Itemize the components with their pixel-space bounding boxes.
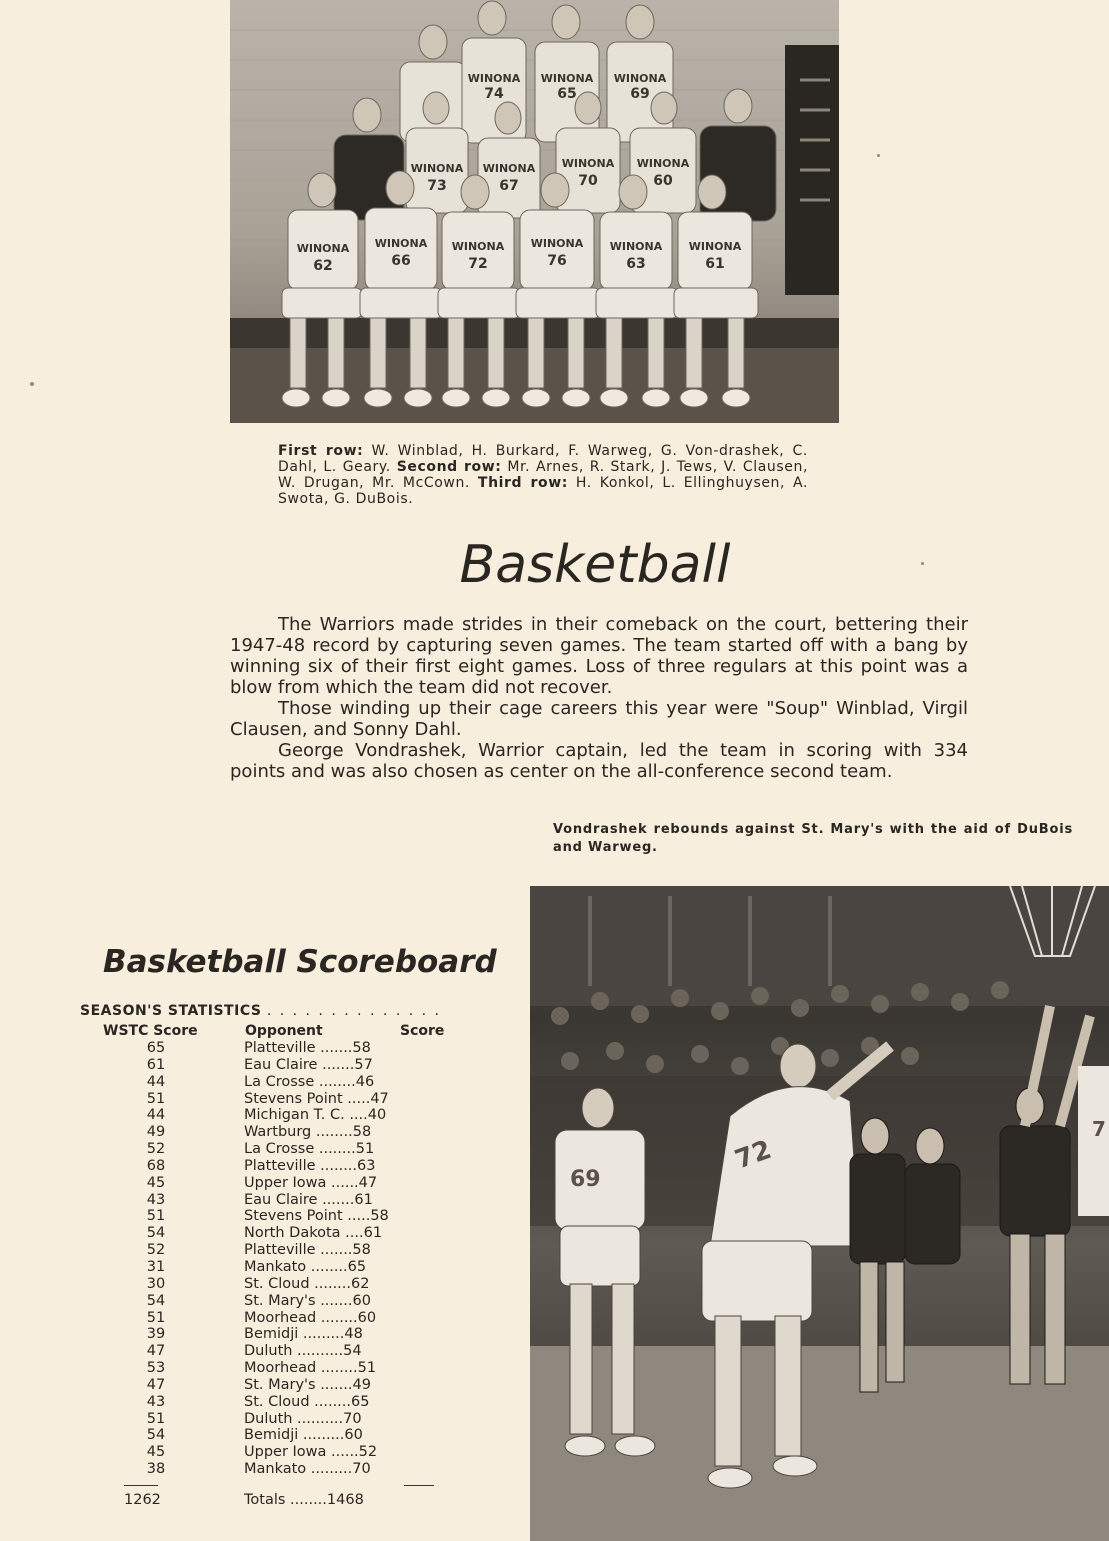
opponent-name: Platteville — [244, 1242, 316, 1259]
wstc-score: 49 — [146, 1124, 166, 1141]
table-row — [80, 1175, 460, 1192]
opponent-name: St. Mary's — [244, 1376, 316, 1393]
svg-text:WINONA: WINONA — [296, 242, 350, 255]
leader-dots: ........ — [311, 1124, 353, 1141]
leader-dots: ........ — [306, 1258, 348, 1275]
scoreboard-title: Basketball Scoreboard — [103, 944, 497, 980]
svg-text:WINONA: WINONA — [561, 157, 615, 170]
opponent-cell — [244, 1276, 444, 1293]
leader-dots: ........ — [309, 1275, 352, 1292]
wstc-score: 51 — [146, 1090, 166, 1107]
leader-dots: ........ — [316, 1360, 358, 1377]
opponent-name: Upper Iowa — [244, 1174, 327, 1191]
opponent-score: 60 — [357, 1309, 377, 1326]
totals-row — [244, 1492, 364, 1508]
opponent-cell — [244, 1360, 444, 1377]
table-row — [80, 1124, 460, 1141]
paper-speck — [877, 154, 880, 157]
leader-dots: ........ — [314, 1073, 356, 1090]
opponent-cell — [244, 1074, 444, 1091]
opponent-cell — [244, 1242, 444, 1259]
table-row — [80, 1411, 460, 1428]
opponent-score: 48 — [344, 1326, 363, 1343]
opponent-cell — [244, 1057, 444, 1074]
opponent-score: 65 — [351, 1393, 370, 1410]
opponent-name: Wartburg — [244, 1124, 312, 1141]
opponent-name: La Crosse — [244, 1141, 315, 1158]
wstc-score: 30 — [146, 1275, 166, 1292]
table-row — [80, 1141, 460, 1158]
opponent-cell — [244, 1158, 444, 1175]
table-row — [80, 1242, 460, 1259]
opponent-cell — [244, 1208, 444, 1225]
table-row — [80, 1225, 460, 1242]
season-statistics-heading — [80, 1003, 441, 1019]
team-photo-illustration — [230, 0, 839, 423]
wstc-score: 65 — [146, 1040, 166, 1056]
svg-text:62: 62 — [313, 258, 333, 274]
svg-text:66: 66 — [391, 253, 411, 269]
leader-dots: ........ — [285, 1492, 327, 1508]
table-row — [80, 1394, 460, 1411]
team-photo-caption — [278, 443, 808, 507]
svg-text:WINONA: WINONA — [688, 240, 742, 253]
opponent-score: 58 — [352, 1040, 371, 1056]
opponent-name: Mankato — [244, 1258, 307, 1275]
opponent-score: 70 — [343, 1410, 362, 1427]
opponent-name: Moorhead — [244, 1360, 317, 1377]
table-row — [80, 1091, 460, 1108]
opponent-score: 61 — [363, 1225, 383, 1242]
opponent-name: Eau Claire — [244, 1191, 318, 1208]
wstc-score: 43 — [146, 1393, 166, 1410]
svg-text:72: 72 — [731, 1134, 776, 1176]
opponent-cell — [244, 1411, 444, 1428]
svg-text:63: 63 — [626, 256, 646, 272]
opponent-name: Moorhead — [244, 1309, 317, 1326]
opponent-cell — [244, 1259, 444, 1276]
opponent-name: Mankato — [244, 1461, 307, 1478]
svg-text:WINONA: WINONA — [530, 237, 584, 250]
table-row — [80, 1377, 460, 1394]
col-header-score: Score — [400, 1023, 445, 1039]
action-photo-caption: Vondrashek rebounds against St. Mary's with the aid of DuBois and Warweg. — [553, 822, 1073, 855]
caption-row1-names: W. Winblad, H. Burkard, F. Warweg, G. Von-drashek, C. Dahl, L. Geary. — [278, 443, 808, 475]
opponent-cell — [244, 1192, 444, 1209]
opponent-name: St. Mary's — [244, 1292, 316, 1309]
svg-text:76: 76 — [547, 253, 567, 269]
opponent-score: 52 — [358, 1444, 378, 1461]
opponent-name: Platteville — [244, 1157, 316, 1174]
table-row — [80, 1074, 460, 1091]
opponent-name: Bemidji — [244, 1427, 299, 1444]
svg-text:73: 73 — [427, 178, 447, 194]
leader-dots: . . . . . . . . . . . . . . — [266, 1003, 441, 1019]
leader-dots: ........ — [314, 1141, 356, 1158]
opponent-score: 70 — [352, 1461, 371, 1478]
svg-text:WINONA: WINONA — [482, 162, 536, 175]
wstc-score: 51 — [146, 1309, 166, 1326]
wstc-score: 54 — [146, 1427, 166, 1444]
leader-dots: ......... — [298, 1427, 345, 1444]
totals-wstc: 1262 — [124, 1492, 161, 1508]
caption-row2-label: Second row: — [396, 459, 502, 475]
leader-dots: .......... — [292, 1410, 344, 1427]
leader-dots: ....... — [315, 1292, 353, 1309]
opponent-cell — [244, 1225, 444, 1242]
table-row — [80, 1158, 460, 1175]
wstc-score: 31 — [146, 1258, 166, 1275]
opponent-name: Michigan T. C. — [244, 1107, 345, 1124]
opponent-score: 58 — [352, 1242, 371, 1259]
opponent-name: North Dakota — [244, 1225, 341, 1242]
opponent-name: Bemidji — [244, 1326, 299, 1343]
leader-dots: ...... — [326, 1444, 359, 1461]
opponent-score: 58 — [352, 1124, 372, 1141]
leader-dots: .... — [344, 1107, 368, 1124]
table-row — [80, 1427, 460, 1444]
svg-text:74: 74 — [484, 86, 504, 102]
opponent-score: 60 — [344, 1427, 363, 1444]
wstc-score: 44 — [146, 1073, 166, 1090]
opponent-score: 60 — [352, 1292, 371, 1309]
totals-label: Totals — [244, 1492, 286, 1508]
wstc-score: 43 — [146, 1191, 166, 1208]
leader-dots: ..... — [342, 1090, 371, 1107]
opponent-cell — [244, 1040, 444, 1057]
wstc-score: 45 — [146, 1174, 166, 1191]
leader-dots: ....... — [315, 1376, 353, 1393]
svg-text:61: 61 — [705, 256, 725, 272]
table-row — [80, 1326, 460, 1343]
col-header-opponent: Opponent — [245, 1023, 323, 1039]
opponent-name: Upper Iowa — [244, 1444, 327, 1461]
opponent-score: 47 — [370, 1090, 389, 1107]
opponent-cell — [244, 1343, 444, 1360]
action-photo-illustration — [530, 886, 1109, 1541]
team-photo — [230, 0, 839, 423]
opponent-cell — [244, 1444, 444, 1461]
paper-speck — [30, 382, 34, 386]
svg-text:69: 69 — [630, 86, 650, 102]
wstc-score: 45 — [146, 1444, 166, 1461]
svg-text:WINONA: WINONA — [540, 72, 594, 85]
opponent-cell — [244, 1091, 444, 1108]
opponent-cell — [244, 1293, 444, 1310]
svg-text:WINONA: WINONA — [467, 72, 521, 85]
opponent-cell — [244, 1427, 444, 1444]
leader-dots: ......... — [298, 1326, 345, 1343]
table-row — [80, 1310, 460, 1327]
table-row — [80, 1343, 460, 1360]
opponent-cell — [244, 1377, 444, 1394]
svg-text:65: 65 — [557, 86, 577, 102]
svg-text:WINONA: WINONA — [410, 162, 464, 175]
leader-dots: .......... — [292, 1343, 344, 1360]
leader-dots: ........ — [315, 1157, 358, 1174]
svg-text:WINONA: WINONA — [613, 72, 667, 85]
article-paragraph: George Vondrashek, Warrior captain, led the team in scoring with 334 points and was also chosen as center on the all-conference second team. — [230, 740, 968, 782]
scoreboard-table — [80, 1040, 460, 1478]
wstc-score: 38 — [146, 1461, 166, 1478]
wstc-score: 51 — [146, 1208, 166, 1225]
leader-dots: ........ — [316, 1309, 358, 1326]
opponent-score: 47 — [358, 1174, 378, 1191]
opponent-score: 65 — [347, 1258, 367, 1275]
svg-text:60: 60 — [653, 173, 673, 189]
wstc-score: 51 — [146, 1410, 166, 1427]
svg-text:67: 67 — [499, 178, 519, 194]
totals-opponent: 1468 — [326, 1492, 364, 1508]
table-row — [80, 1444, 460, 1461]
wstc-score: 53 — [146, 1360, 166, 1377]
opponent-score: 49 — [352, 1376, 371, 1393]
opponent-name: Stevens Point — [244, 1208, 343, 1225]
opponent-score: 61 — [354, 1191, 373, 1208]
table-row — [80, 1208, 460, 1225]
table-row — [80, 1040, 460, 1057]
table-row — [80, 1057, 460, 1074]
opponent-name: Eau Claire — [244, 1056, 318, 1073]
leader-dots: ......... — [306, 1461, 353, 1478]
wstc-score: 54 — [146, 1225, 166, 1242]
opponent-cell — [244, 1124, 444, 1141]
leader-dots: .... — [340, 1225, 364, 1242]
opponent-score: 58 — [370, 1208, 389, 1225]
season-statistics-label: SEASON'S STATISTICS — [80, 1003, 262, 1019]
opponent-score: 57 — [354, 1056, 373, 1073]
article-paragraph: The Warriors made strides in their comeback on the court, bettering their 1947-48 record by capturing seven games. The team started off with a bang by winning six of their first eight games. Loss of three regulars at this point was a blow from which the team did not recover. — [230, 614, 968, 698]
opponent-score: 40 — [367, 1107, 387, 1124]
opponent-cell — [244, 1326, 444, 1343]
table-row — [80, 1276, 460, 1293]
opponent-cell — [244, 1310, 444, 1327]
caption-row2-names: Mr. Arnes, R. Stark, J. Tews, V. Clausen, W. Drugan, Mr. McCown. — [278, 459, 808, 491]
wstc-score: 47 — [146, 1343, 166, 1360]
totals-rule — [124, 1485, 158, 1486]
caption-row3-names: H. Konkol, L. Ellinghuysen, A. Swota, G. DuBois. — [278, 475, 808, 507]
opponent-score: 54 — [343, 1343, 362, 1360]
action-photo — [530, 886, 1109, 1541]
col-header-wstc: WSTC Score — [103, 1023, 198, 1039]
opponent-score: 63 — [357, 1157, 376, 1174]
opponent-cell — [244, 1461, 444, 1478]
leader-dots: ...... — [326, 1174, 359, 1191]
opponent-cell — [244, 1141, 444, 1158]
leader-dots: ....... — [317, 1056, 355, 1073]
opponent-cell — [244, 1394, 444, 1411]
wstc-score: 61 — [146, 1056, 166, 1073]
leader-dots: ..... — [342, 1208, 371, 1225]
wstc-score: 54 — [146, 1292, 166, 1309]
article-body — [230, 614, 968, 782]
caption-row3-label: Third row: — [477, 475, 568, 491]
caption-row1-label: First row: — [278, 443, 364, 459]
wstc-score: 52 — [146, 1242, 166, 1259]
opponent-name: Stevens Point — [244, 1090, 343, 1107]
opponent-score: 46 — [355, 1073, 375, 1090]
opponent-score: 51 — [355, 1141, 375, 1158]
table-row — [80, 1293, 460, 1310]
svg-text:WINONA: WINONA — [636, 157, 690, 170]
leader-dots: ....... — [317, 1191, 355, 1208]
leader-dots: ....... — [315, 1040, 353, 1056]
svg-text:7: 7 — [1092, 1117, 1106, 1141]
svg-text:WINONA: WINONA — [374, 237, 428, 250]
opponent-name: La Crosse — [244, 1073, 315, 1090]
table-row — [80, 1107, 460, 1124]
opponent-name: Duluth — [244, 1343, 293, 1360]
opponent-cell — [244, 1175, 444, 1192]
wstc-score: 52 — [146, 1141, 166, 1158]
svg-text:72: 72 — [468, 256, 488, 272]
opponent-name: Duluth — [244, 1410, 293, 1427]
leader-dots: ........ — [309, 1393, 352, 1410]
opponent-cell — [244, 1107, 444, 1124]
wstc-score: 68 — [146, 1157, 166, 1174]
totals-rule — [404, 1485, 434, 1486]
opponent-name: St. Cloud — [244, 1275, 310, 1292]
svg-text:70: 70 — [578, 173, 598, 189]
wstc-score: 44 — [146, 1107, 166, 1124]
page-title: Basketball — [459, 535, 731, 595]
table-row — [80, 1360, 460, 1377]
table-row — [80, 1192, 460, 1209]
svg-text:WINONA: WINONA — [451, 240, 505, 253]
wstc-score: 47 — [146, 1376, 166, 1393]
opponent-name: St. Cloud — [244, 1393, 310, 1410]
opponent-score: 51 — [357, 1360, 377, 1377]
table-row — [80, 1461, 460, 1478]
svg-text:69: 69 — [570, 1167, 601, 1192]
leader-dots: ....... — [315, 1242, 353, 1259]
table-row — [80, 1259, 460, 1276]
opponent-name: Platteville — [244, 1040, 316, 1056]
wstc-score: 39 — [146, 1326, 166, 1343]
article-paragraph: Those winding up their cage careers this year were "Soup" Winblad, Virgil Clausen, and Sonny Dahl. — [230, 698, 968, 740]
svg-text:WINONA: WINONA — [609, 240, 663, 253]
opponent-score: 62 — [351, 1275, 370, 1292]
